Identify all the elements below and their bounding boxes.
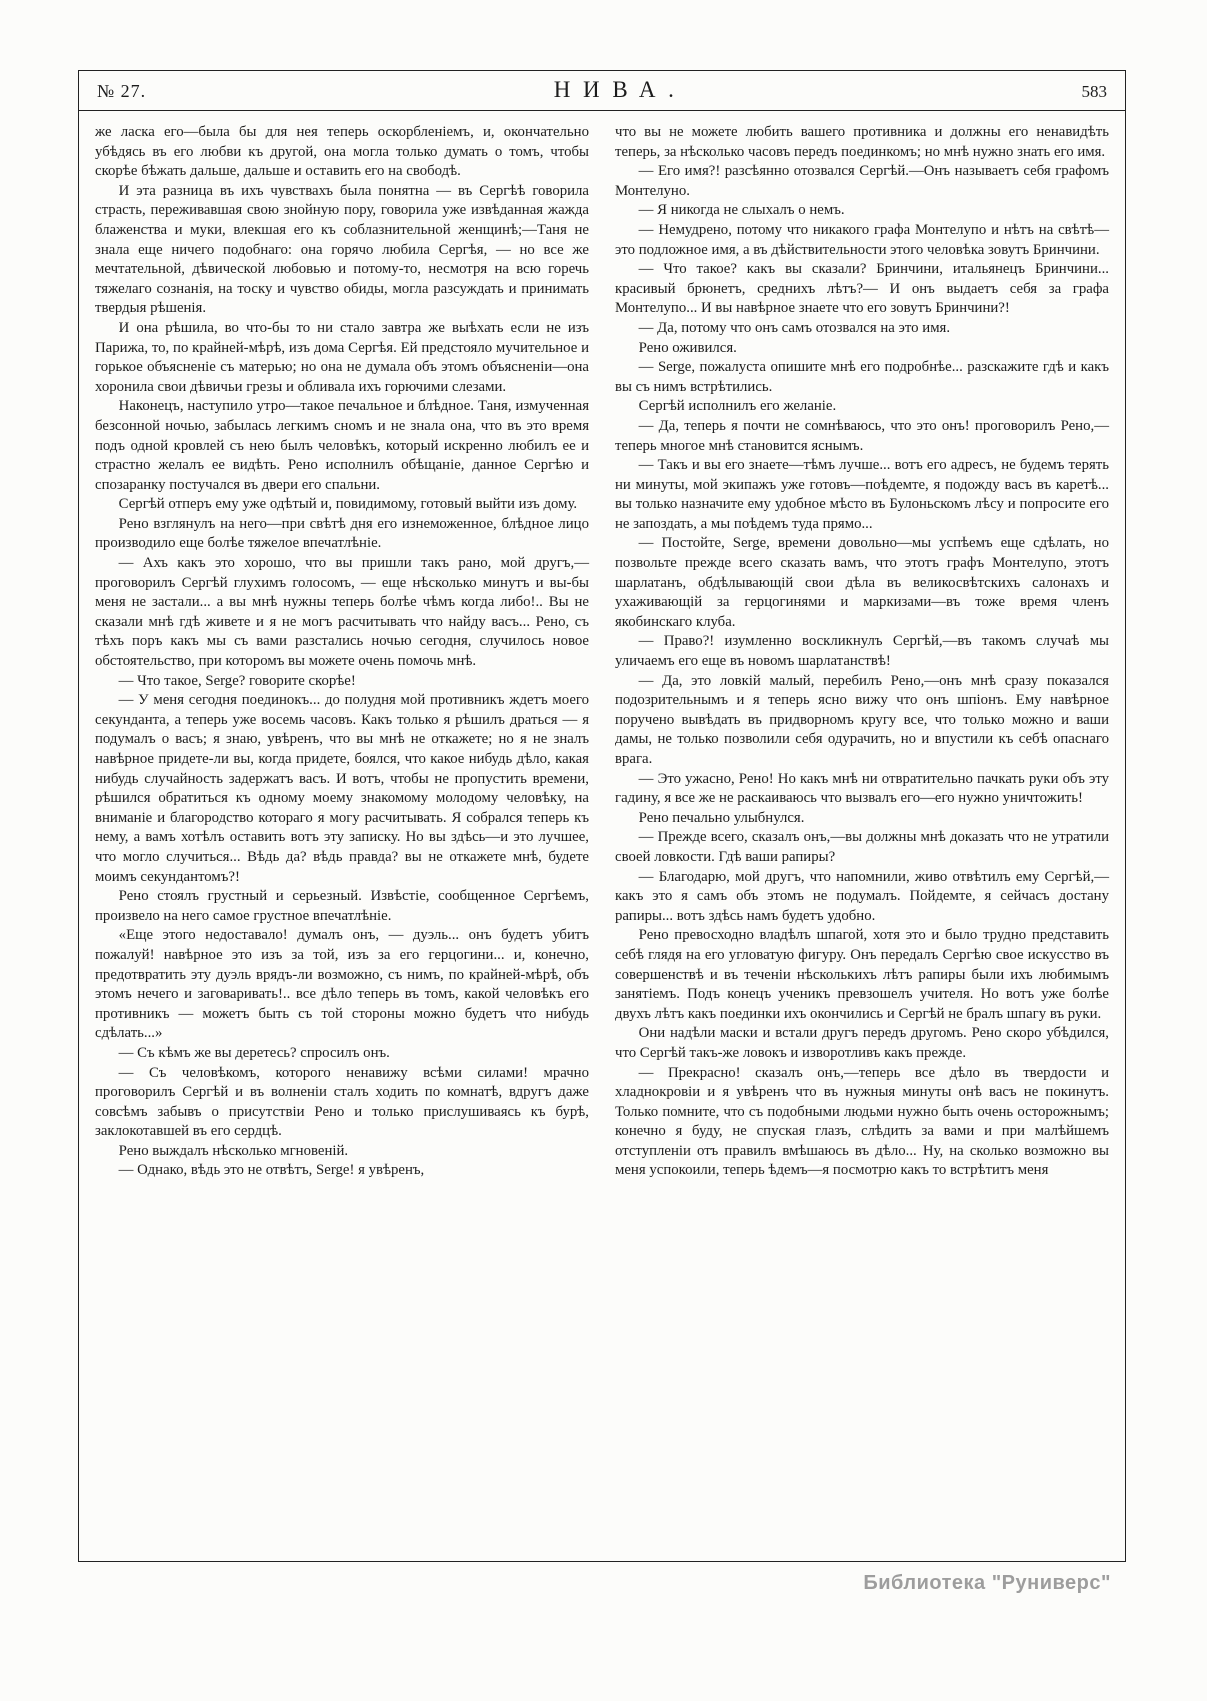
paragraph: — Его имя?! разсѣянно отозвался Сергѣй.—Онъ называетъ себя графомъ Монтелуно. [615, 163, 1109, 199]
text-area [79, 111, 1125, 1201]
paragraph: — Съ человѣкомъ, которого ненавижу всѣми силами! мрачно проговорилъ Сергѣй и въ волненіи сталъ ходить по комнатѣ, вдругъ даже совсѣмъ забывъ о присутствіи Рено и только прислушиваясь къ бурѣ, заклокотавшей въ его сердцѣ. [95, 1064, 589, 1140]
paragraph: — Это ужасно, Рено! Но какъ мнѣ ни отвратительно пачкать руки объ эту гадину, я все же не раскаиваюсь что вызвалъ его—его нужно уничтожить! [615, 770, 1109, 807]
paragraph: Они надѣли маски и встали другъ передъ другомъ. Рено скоро убѣдился, что Сергѣй такъ-же ловокъ и изворотливъ какъ прежде. [615, 1025, 1109, 1061]
paragraph: — Ахъ какъ это хорошо, что вы пришли такъ рано, мой другъ,—проговорилъ Сергѣй глухимъ голосомъ, — еще нѣсколько минутъ и вы-бы меня не застали... а вы мнѣ нужны теперь болѣе чѣмъ когда либо!.. Вы не сказали мнѣ гдѣ живете и я не могъ расчитывать что найду васъ... Рено, съ тѣхъ поръ какъ мы съ вами разстались ночью сегодня, случилось новое обстоятельство, при которомъ вы можете очень помочь мнѣ. [95, 555, 589, 670]
paragraph: — Да, теперь я почти не сомнѣваюсь, что это онъ! проговорилъ Рено,—теперь многое мнѣ становится яснымъ. [615, 417, 1109, 454]
paragraph: Сергѣй исполнилъ его желаніе. [638, 398, 837, 415]
paragraph: — Прекрасно! сказалъ онъ,—теперь все дѣло въ твердости и хладнокровіи и я увѣренъ что въ нужныя минуты онѣ васъ не покинутъ. Только помните, что съ подобными людьми нужно быть очень осторожнымъ; конечно я буду, не спуская глазъ, слѣдить за вами и при малѣйшемъ отступленіи отъ правилъ вмѣшаюсь въ дѣло... Ну, на сколько возможно вы меня успокоили, теперь ѣдемъ—я посмотрю какъ то встрѣтитъ меня [615, 1064, 1109, 1179]
paragraph: Рено стоялъ грустный и серьезный. Извѣстіе, сообщенное Сергѣемъ, произвело на него самое грустное впечатлѣніе. [95, 888, 589, 924]
paragraph: «Еще этого недоставало! думалъ онъ, — дуэль... онъ будетъ убитъ пожалуй! навѣрное это изъ за той, изъ за его герцогини... и, конечно, предотвратить эту дуэль врядъ-ли возможно, съ нимъ, по крайней-мѣрѣ, объ этомъ нечего и заговаривать!.. все дѣло теперь въ томъ, какой человѣкъ его противникъ — можетъ быть съ той стороны можно будетъ что нибудь сдѣлать...» [95, 927, 589, 1042]
paragraph: — Право?! изумленно воскликнулъ Сергѣй,—въ такомъ случаѣ мы уличаемъ его еще въ новомъ шарлатанствѣ! [615, 633, 1109, 670]
paragraph: Рено выждалъ нѣсколько мгновеній. [118, 1142, 349, 1159]
right-column [615, 123, 1109, 1181]
paragraph: Наконецъ, наступило утро—такое печальное и блѣдное. Таня, измученная безсонной ночью, забылась легкимъ сномъ и не знала она, что въ это время подъ одной кровлей съ нею былъ человѣкъ, который искренно любилъ ее и страстно желалъ ее видѣть. Рено исполнилъ обѣщаніе, данное Сергѣю и спозаранку постучался въ двери его спальни. [95, 398, 589, 493]
paragraph: И она рѣшила, во что-бы то ни стало завтра же выѣхать если не изъ Парижа, то, по крайней-мѣрѣ, изъ дома Сергѣя. Ей предстояло мучительное и горькое объясненіе съ матерью; но она не думала объ этомъ объясненіи—она хоронила свои дѣвичьи грезы и обливала ихъ горючими слезами. [95, 319, 589, 395]
paragraph: — Постойте, Serge, времени довольно—мы успѣемъ еще сдѣлать, но позвольте прежде всего сказать вамъ, что этотъ графъ Монтелупо, этотъ шарлатанъ, обдѣлывающій свои дѣла въ великосвѣтскихъ салонахъ и ухаживающій за герцогинями и маркизами—въ тоже время членъ якобинскаго клуба. [615, 535, 1109, 630]
paragraph: — Serge, пожалуста опишите мнѣ его подробнѣе... разскажите гдѣ и какъ вы съ нимъ встрѣтились. [615, 359, 1109, 395]
paragraph: Рено оживился. [638, 339, 737, 356]
paragraph: что вы не можете любить вашего противника и должны его ненавидѣть теперь, за нѣсколько часовъ передъ поединкомъ; но мнѣ нужно знать его имя. [615, 124, 1109, 160]
running-head [79, 71, 1125, 111]
paragraph: — У меня сегодня поединокъ... до полудня мой противникъ ждетъ моего секунданта, а теперь уже восемь часовъ. Какъ только я рѣшилъ драться — я подумалъ о васъ; я знаю, увѣренъ, что вы мнѣ не откажете; но я не зналъ навѣрное придете-ли вы, когда придете, боялся, что какое нибудь дѣло, какая нибудь случайность задержатъ васъ. И вотъ, чтобы не пропустить времени, рѣшился обратиться къ одному моему знакомому молодому человѣку, на вниманіе и благородство котораго я могу расчитывать. Я собрался теперь къ нему, а вамъ хотѣлъ оставить вотъ эту записку. Но вы здѣсь—и это лучшее, что могло случиться... Вѣдь да? вѣдь правда? вы не откажете мнѣ, будете моимъ секундантомъ?! [95, 692, 589, 885]
paragraph: — Да, потому что онъ самъ отозвался на это имя. [638, 319, 951, 336]
paragraph: — Однако, вѣдь это не отвѣтъ, Serge! я увѣренъ, [118, 1162, 425, 1179]
paragraph: — Что такое? какъ вы сказали? Бринчини, итальянецъ Бринчини... красивый брюнетъ, среднихъ лѣтъ?— И онъ выдаетъ себя за графа Монтелупо... И вы навѣрное знаете что его зовутъ Бринчини?! [615, 261, 1109, 317]
paragraph: — Благодарю, мой другъ, что напомнили, живо отвѣтилъ ему Сергѣй,—какъ это я самъ объ этомъ не подумалъ. Пойдемте, я сейчасъ достану рапиры... вотъ здѣсь намъ будетъ удобно. [615, 868, 1109, 924]
issue-number: № 27. [97, 81, 147, 101]
paragraph: Рено взглянулъ на него—при свѣтѣ дня его изнеможенное, блѣдное лицо производило еще болѣе тяжелое впечатлѣніе. [95, 515, 589, 552]
paragraph: — Прежде всего, сказалъ онъ,—вы должны мнѣ доказать что не утратили своей ловкости. Гдѣ ваши рапиры? [615, 829, 1109, 865]
paragraph: — Что такое, Serge? говорите скорѣе! [118, 672, 356, 689]
paragraph: — Да, это ловкій малый, перебилъ Рено,—онъ мнѣ сразу показался подозрительнымъ и я теперь ясно вижу что онъ шпіонъ. Ему навѣрное поручено вывѣдать въ придворномъ кругу все, что только можно и ваши дамы, не только позволили себя одурачить, но и впустили къ себѣ опаснаго врага. [615, 672, 1109, 767]
page-number: 583 [1081, 82, 1107, 101]
paragraph: Рено превосходно владѣлъ шпагой, хотя это и было трудно представить себѣ глядя на его угловатую фигуру. Онъ передалъ Сергѣю свое искусство въ совершенствѣ и въ теченіи нѣсколькихъ лѣтъ рапиры были ихъ любимымъ занятіемъ. Подъ конецъ ученикъ превзошелъ учителя. Но вотъ уже болѣе двухъ лѣтъ какъ поединки ихъ окончились и Сергѣй не бралъ шпагу въ руки. [615, 927, 1109, 1022]
journal-title: НИВА. [553, 77, 687, 102]
paragraph: — Немудрено, потому что никакого графа Монтелупо и нѣтъ на свѣтѣ—это подложное имя, а въ дѣйствительности этого человѣка зовутъ Бринчини. [615, 221, 1109, 258]
paragraph: же ласка его—была бы для нея теперь оскорбленіемъ, и, окончательно убѣдясь въ его любви къ другой, она могла только думать о томъ, чтобы скорѣе бѣжать дальше, дальше и оставить его на свободѣ. [95, 124, 589, 180]
left-column [95, 123, 589, 1181]
paragraph: — Съ кѣмъ же вы деретесь? спросилъ онъ. [118, 1044, 390, 1061]
paragraph: — Я никогда не слыхалъ о немъ. [638, 202, 845, 219]
paragraph: И эта разница въ ихъ чувствахъ была понятна — въ Сергѣѣ говорила страсть, переживавшая свою знойную пору, говорила уже извѣданная жажда блаженства и муки, влекшая его къ соблазнительной женщинѣ;—Таня не знала еще ничего подобнаго: она горячо любила Сергѣя, — но все же мечтательной, дѣвической любовью и потому-то, несмотря на всю горечь тяжелаго сознанія, на тоску и чувство обиды, могла разсуждать и принимать твердыя рѣшенія. [95, 182, 589, 317]
paragraph: Рено печально улыбнулся. [638, 809, 805, 826]
page-frame [78, 70, 1126, 1562]
paragraph: — Такъ и вы его знаете—тѣмъ лучше... вотъ его адресъ, не будемъ терять ни минуты, мой экипажъ уже готовъ—поѣдемте, я подожду васъ въ каретѣ... вы только назначите ему удобное мѣсто въ Булоньскомъ лѣсу и попросите его не запоздать, а мы поѣдемъ туда прямо... [615, 457, 1109, 532]
paragraph: Сергѣй отперъ ему уже одѣтый и, повидимому, готовый выйти изъ дому. [118, 496, 578, 513]
library-watermark: Библиотека "Руниверс" [863, 1572, 1111, 1594]
